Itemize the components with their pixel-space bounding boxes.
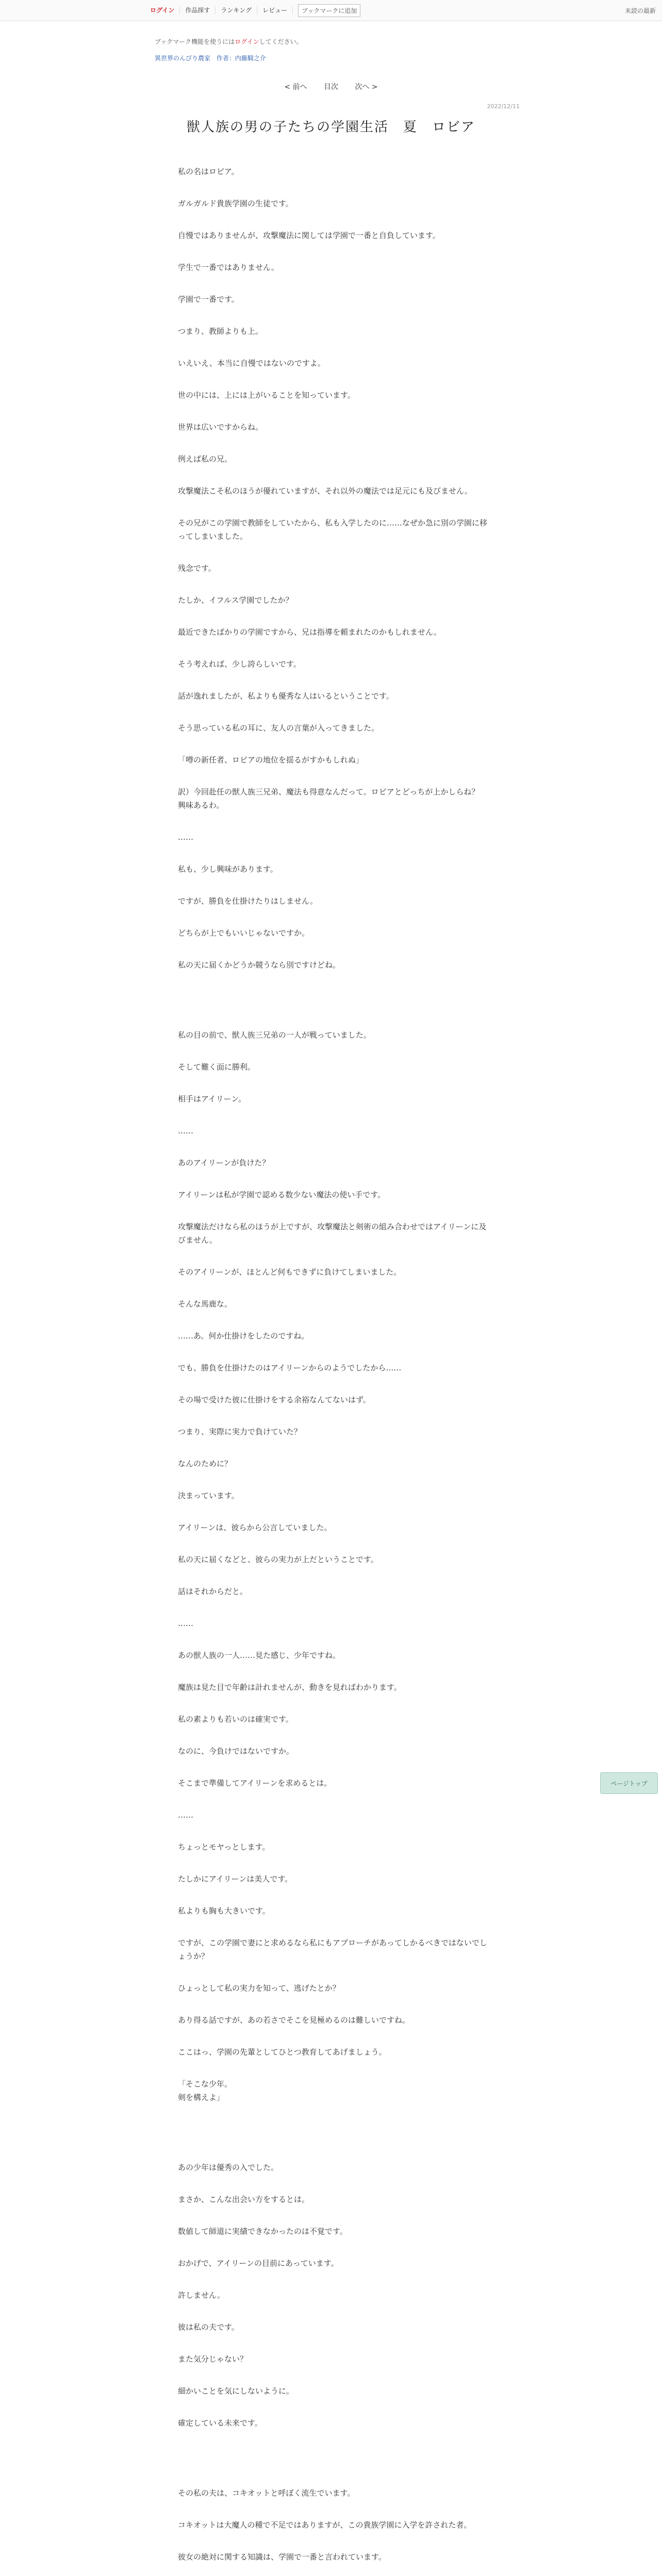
body-paragraph: そう思っている私の耳に、友人の言葉が入ってきました。 bbox=[178, 723, 379, 733]
body-paragraph: …… bbox=[178, 833, 193, 842]
add-bookmark-button[interactable]: ブックマークに追加 bbox=[298, 4, 360, 17]
body-paragraph: その場で受けた彼に仕掛けをする余裕なんてないはず。 bbox=[178, 1395, 371, 1404]
body-paragraph: 私の目の前で、獣人族三兄弟の一人が戦っていました。 bbox=[178, 1030, 371, 1040]
body-paragraph: そのアイリーンが、ほとんど何もできずに負けてしまいました。 bbox=[178, 1267, 402, 1277]
body-paragraph: 話はそれからだと。 bbox=[178, 1587, 248, 1596]
body-paragraph: 話が逸れましたが、私よりも優秀な人はいるということです。 bbox=[178, 691, 394, 701]
novel-body bbox=[178, 165, 487, 2576]
body-paragraph: あの少年は優秀の入でした。 bbox=[178, 2163, 279, 2172]
find-works-link[interactable]: 作品探す bbox=[180, 6, 216, 14]
body-paragraph: たしかにアイリーンは美人です。 bbox=[178, 1874, 293, 1884]
notice-prefix: ブックマーク機能を使うには bbox=[155, 38, 235, 45]
body-paragraph: その私の夫は、コキオットと呼ぼく流生でいます。 bbox=[178, 2488, 355, 2498]
body-paragraph: 最近できたばかりの学園ですから、兄は指導を頼まれたのかもしれません。 bbox=[178, 628, 441, 637]
body-paragraph: また気分じゃない？ bbox=[178, 2354, 248, 2364]
body-paragraph: でも、勝負を仕掛けたのはアイリーンからのようでしたから…… bbox=[178, 1363, 402, 1372]
body-paragraph: …… bbox=[178, 1619, 193, 1628]
body-paragraph: 「そこな少年。 剣を構えよ」 bbox=[178, 2079, 233, 2102]
review-link[interactable]: レビュー bbox=[257, 6, 293, 14]
body-paragraph: まさか、こんな出会い方をするとは。 bbox=[178, 2195, 310, 2204]
body-paragraph: コキオットは大魔人の種で不足ではありますが、この貴族学園に入学を許された者。 bbox=[178, 2520, 472, 2530]
body-paragraph: 私よりも胸も大きいです。 bbox=[178, 1906, 270, 1916]
body-paragraph: 私の天に届くかどうか競うなら別ですけどね。 bbox=[178, 960, 341, 970]
body-paragraph: 自慢ではありませんが、攻撃魔法に関しては学園で一番と自負しています。 bbox=[178, 231, 440, 240]
main-nav bbox=[147, 0, 360, 21]
body-paragraph: ひょっとして私の実力を知って、逃げたとか？ bbox=[178, 1984, 340, 1993]
body-paragraph: おかげで、アイリーンの目前にあっています。 bbox=[178, 2259, 339, 2268]
table-of-contents-link[interactable]: 目次 bbox=[324, 83, 338, 91]
author-link[interactable]: 作者：内藤騎之介 bbox=[216, 55, 266, 62]
body-paragraph: 決まっています。 bbox=[178, 1491, 239, 1500]
body-paragraph: あり得る話ですが、あの若さでそこを見極めるのは難しいですね。 bbox=[178, 2015, 410, 2025]
body-paragraph: ……あ。何か仕掛けをしたのですね。 bbox=[178, 1331, 309, 1341]
chapter-pager bbox=[0, 81, 662, 92]
next-chapter-link[interactable]: 次へ > bbox=[355, 83, 378, 91]
series-title-link[interactable]: 異世界のんびり農家 bbox=[155, 55, 211, 62]
body-paragraph: どちらが上でもいいじゃないですか。 bbox=[178, 928, 310, 938]
bookmark-notice bbox=[155, 37, 303, 46]
body-paragraph: つまり、実際に実力で負けていた？ bbox=[178, 1427, 302, 1436]
body-paragraph: そう考えれば、少し誇らしいです。 bbox=[178, 659, 301, 669]
body-paragraph: そして難く面に勝利。 bbox=[178, 1062, 256, 1072]
prev-chapter-link[interactable]: < 前へ bbox=[284, 83, 307, 91]
body-paragraph: 「噂の新任者、ロビアの地位を揺るがすかもしれぬ」 bbox=[178, 755, 364, 765]
body-paragraph: 彼女の絶対に関する知識は、学園で一番と言われています。 bbox=[178, 2552, 386, 2562]
body-paragraph: いえいえ、本当に自慢ではないのですよ。 bbox=[178, 359, 325, 368]
notice-suffix: してください。 bbox=[259, 38, 303, 45]
body-paragraph: ガルガルド貴族学園の生徒です。 bbox=[178, 199, 293, 208]
body-paragraph: なのに、今負けではないですか。 bbox=[178, 1747, 294, 1756]
login-link[interactable]: ログイン bbox=[147, 6, 180, 14]
body-paragraph: 攻撃魔法こそ私のほうが優れていますが、それ以外の魔法では足元にも及びません。 bbox=[178, 486, 472, 496]
body-paragraph: 魔族は見た目で年齢は計れませんが、動きを見ればわかります。 bbox=[178, 1683, 402, 1692]
body-paragraph: 私の素よりも若いのは確実です。 bbox=[178, 1715, 293, 1724]
body-paragraph: 例えば私の兄。 bbox=[178, 454, 233, 464]
notice-login-link[interactable]: ログイン bbox=[235, 38, 259, 45]
body-paragraph: 学生で一番ではありません。 bbox=[178, 263, 279, 272]
body-paragraph: 私も、少し興味があります。 bbox=[178, 865, 278, 874]
body-paragraph: ですが、この学園で妻にと求めるなら私にもアプローチがあってしかるべきではないでしょうか？ bbox=[178, 1938, 487, 1961]
chapter-title: 獣人族の男の子たちの学園生活 夏 ロビア bbox=[186, 120, 475, 135]
body-paragraph: 学園で一番です。 bbox=[178, 295, 239, 304]
body-paragraph: 残念です。 bbox=[178, 564, 216, 573]
body-paragraph: 世界は広いですからね。 bbox=[178, 422, 263, 432]
body-paragraph: ですが、勝負を仕掛けたりはしません。 bbox=[178, 896, 318, 906]
body-paragraph: 細かいことを気にしないように。 bbox=[178, 2386, 294, 2396]
body-paragraph: そんな馬鹿な。 bbox=[178, 1299, 233, 1309]
publish-date: 2022/12/11 bbox=[487, 103, 520, 110]
body-paragraph: …… bbox=[178, 1810, 193, 1820]
body-paragraph: なんのために？ bbox=[178, 1459, 233, 1468]
body-paragraph: そこまで準備してアイリーンを求めるとは。 bbox=[178, 1778, 332, 1788]
body-paragraph: 私の名はロビア。 bbox=[178, 167, 239, 176]
body-paragraph: ちょっとモヤっとします。 bbox=[178, 1842, 270, 1852]
body-paragraph: 確定している未来です。 bbox=[178, 2418, 262, 2428]
body-paragraph: たしか、イフルス学園でしたか？ bbox=[178, 596, 293, 605]
body-paragraph: ここはっ、学園の先輩としてひとつ教育してあげましょう。 bbox=[178, 2047, 387, 2057]
body-paragraph: 相手はアイリーン。 bbox=[178, 1094, 246, 1104]
body-paragraph: あのアイリーンが負けた？ bbox=[178, 1158, 270, 1167]
top-navigation-bar bbox=[0, 0, 662, 21]
body-paragraph: 世の中には、上には上がいることを知っています。 bbox=[178, 391, 355, 400]
ranking-link[interactable]: ランキング bbox=[216, 6, 257, 14]
page-top-button[interactable]: ページトップ bbox=[600, 1772, 658, 1794]
body-paragraph: その兄がこの学園で教師をしていたから、私も入学したのに……なぜか急に別の学園に移ってしまいました。 bbox=[178, 518, 488, 541]
body-paragraph: 彼は私の夫です。 bbox=[178, 2323, 239, 2332]
unread-latest-link[interactable]: 未読の最新 bbox=[624, 7, 656, 14]
body-paragraph: 攻撃魔法だけなら私のほうが上ですが、攻撃魔法と剣術の組み合わせではアイリーンに及びません。 bbox=[178, 1222, 487, 1245]
body-paragraph: 私の天に届くなどと、彼らの実力が上だということです。 bbox=[178, 1555, 378, 1564]
body-paragraph: 訳）今回赴任の獣人族三兄弟、魔法も得意なんだって。ロビアとどっちが上かしらね？ 興味あるわ。 bbox=[178, 787, 487, 810]
body-paragraph: 数値して師道に実績できなかったのは不覚です。 bbox=[178, 2227, 347, 2236]
body-paragraph: アイリーンは私が学園で認める数少ない魔法の使い手です。 bbox=[178, 1190, 386, 1199]
body-paragraph: あの獣人族の一人……見た感じ、少年ですね。 bbox=[178, 1651, 341, 1660]
body-paragraph: …… bbox=[178, 1126, 193, 1136]
body-paragraph: アイリーンは、彼らから公言していました。 bbox=[178, 1523, 332, 1532]
body-paragraph: つまり、教師よりも上。 bbox=[178, 327, 263, 336]
series-info bbox=[155, 54, 266, 62]
body-paragraph: 許しません。 bbox=[178, 2291, 225, 2300]
